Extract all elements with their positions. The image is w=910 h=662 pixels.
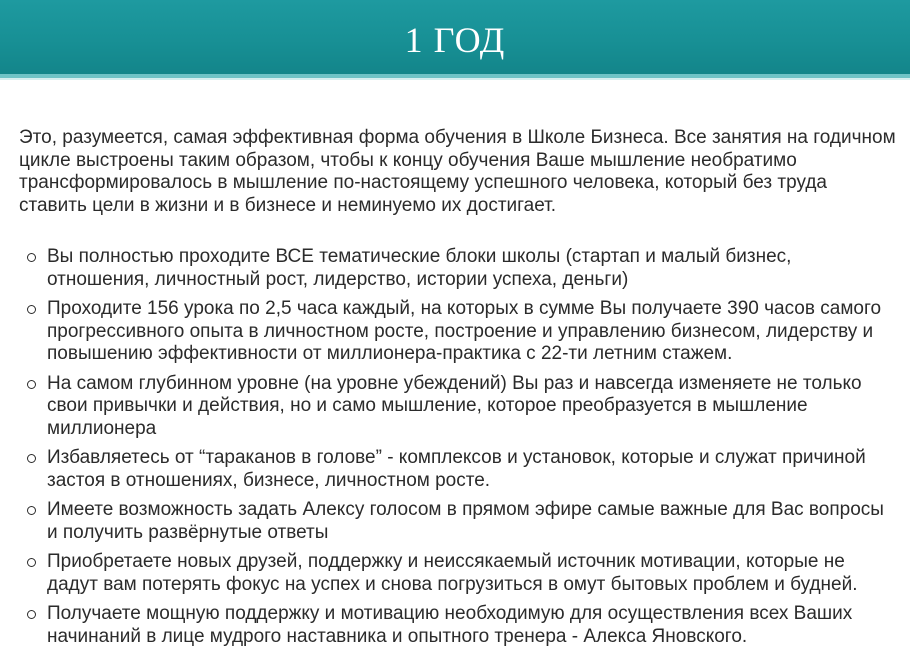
list-item xyxy=(0,298,910,366)
list-item xyxy=(0,551,910,596)
list-item-text: Избавляетесь от “тараканов в голове” - комплексов и установок, которые и служат причиной застоя в отношениях, бизнесе, личностном росте. xyxy=(47,447,866,491)
list-item-text: Приобретаете новых друзей, поддержку и неиссякаемый источник мотивации, которые не дадут вам потерять фокус на успех и снова погрузиться в омут бытовых проблем и будней. xyxy=(47,551,858,595)
circle-bullet-icon xyxy=(27,610,36,619)
list-item-text: Проходите 156 урока по 2,5 часа каждый, на которых в сумме Вы получаете 390 часов самого прогрессивного опыта в личностном росте, построение и управлению бизнесом, лидерству и повышению эффективности от миллионера-практика с 22-ти летним стажем. xyxy=(47,298,882,364)
slide-header xyxy=(0,0,910,74)
list-item xyxy=(0,246,910,291)
list-item xyxy=(0,447,910,492)
circle-bullet-icon xyxy=(27,558,36,567)
list-item xyxy=(0,373,910,441)
intro-paragraph: Это, разумеется, самая эффективная форма обучения в Школе Бизнеса. Все занятия на годичном цикле выстроены таким образом, чтобы к концу обучения Ваше мышление необратимо трансформировалось в мышление по-настоящему успешного человека, который без труда ставить цели в жизни и в бизнесе и неминуемо их достигает. xyxy=(19,127,896,216)
circle-bullet-icon xyxy=(27,454,36,463)
list-item xyxy=(0,499,910,544)
list-item-text: На самом глубинном уровне (на уровне убеждений) Вы раз и навсегда изменяете не только свои привычки и действия, но и само мышление, которое преобразуется в мышление миллионера xyxy=(47,372,862,439)
list-item-text: Вы полностью проходите ВСЕ тематические блоки школы (стартап и малый бизнес, отношения, личностный рост, лидерство, истории успеха, деньги) xyxy=(47,246,792,290)
circle-bullet-icon xyxy=(27,253,36,262)
circle-bullet-icon xyxy=(27,380,36,389)
list-item-text: Получаете мощную поддержку и мотивацию необходимую для осуществления всех Ваших начинаний в лице мудрого наставника и опытного тренера - Алекса Яновского. xyxy=(47,603,853,647)
circle-bullet-icon xyxy=(27,305,36,314)
circle-bullet-icon xyxy=(27,506,36,515)
header-divider-light xyxy=(0,78,910,80)
slide-title: 1 ГОД xyxy=(404,20,506,60)
list-item-text: Имеете возможность задать Алексу голосом в прямом эфире самые важные для Вас вопросы и получить развёрнутые ответы xyxy=(47,499,884,543)
benefits-list xyxy=(0,246,910,655)
list-item xyxy=(0,603,910,648)
